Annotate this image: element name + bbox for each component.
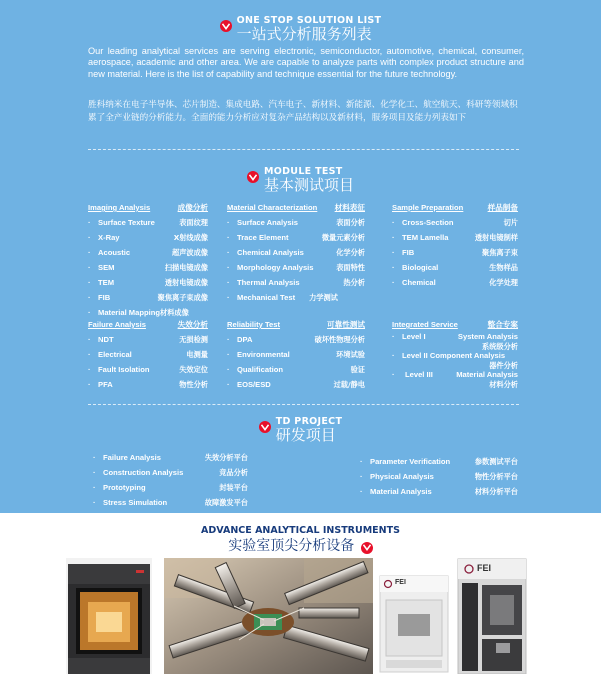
list-item: · Stress Simulation 故障激发平台 <box>93 498 248 507</box>
list-item: · Level I System Analysis <box>392 332 518 341</box>
list-item-sub: 系统级分析 <box>482 341 518 351</box>
chevron-down-icon <box>259 421 271 433</box>
group-heading <box>88 320 208 330</box>
list-item: · Mechanical Test 力学测试 <box>227 293 338 302</box>
instrument-photo-probe-station <box>164 558 373 674</box>
group-heading <box>392 203 518 213</box>
group-heading <box>392 320 518 330</box>
chevron-down-icon <box>220 20 232 32</box>
group-heading <box>88 203 208 213</box>
list-item: · EOS/ESD 过载/静电 <box>227 380 365 389</box>
td-left-list <box>93 450 248 510</box>
section-title-cn: 一站式分析服务列表 <box>236 25 372 43</box>
imaging-failure-column <box>88 203 208 392</box>
list-item: · Failure Analysis 失效分析平台 <box>93 453 248 462</box>
list-item-sub: 器件分析 <box>489 360 518 370</box>
list-item: · Prototyping 封装平台 <box>93 483 248 492</box>
list-item: · Material Mapping 材料成像 <box>88 308 189 317</box>
group-heading-en: Sample Preparation <box>392 203 464 212</box>
list-item: · Qualification 验证 <box>227 365 365 374</box>
section-title-cn: 基本测试项目 <box>263 176 354 194</box>
section-title-cn: 研发项目 <box>275 426 336 444</box>
list-item: · Level II Component Analysis <box>392 351 506 360</box>
group-heading-en: Material Characterization <box>227 203 318 212</box>
section-title-en: ONE STOP SOLUTION LIST <box>236 15 382 26</box>
list-item: · Surface Texture 表面纹理 <box>88 218 208 227</box>
instruments-title-en: ADVANCE ANALYTICAL INSTRUMENTS <box>201 525 400 536</box>
group-heading <box>227 320 365 330</box>
fei-logo-text: FEI <box>477 563 492 573</box>
list-item: · Cross-Section 切片 <box>392 218 518 227</box>
list-item: · Material Analysis 材料分析平台 <box>360 487 518 496</box>
list-item: · Environmental 环境试验 <box>227 350 365 359</box>
chevron-down-icon <box>361 542 373 554</box>
list-item: · PFA 物性分析 <box>88 380 208 389</box>
instrument-photo-cabinet <box>66 558 152 674</box>
instruments-title-row <box>0 535 601 555</box>
group-heading-cn: 失效分析 <box>177 320 208 329</box>
group-heading-en: Imaging Analysis <box>88 203 151 212</box>
list-item: · Surface Analysis 表面分析 <box>227 218 365 227</box>
list-item: · TEM Lamella 透射电镜制样 <box>392 233 518 242</box>
instruments-title-cn: 实验室顶尖分析设备 <box>228 538 355 554</box>
list-item: · Electrical 电测量 <box>88 350 208 359</box>
list-item: · Trace Element 微量元素分析 <box>227 233 365 242</box>
fei-logo-text: FEI <box>395 579 406 586</box>
section-title-en: TD PROJECT <box>275 416 343 427</box>
list-item: · FIB 聚焦离子束成像 <box>88 293 208 302</box>
list-item: · X-Ray X射线成像 <box>88 233 208 242</box>
group-heading-cn: 样品制备 <box>487 203 518 212</box>
list-item: · Parameter Verification 参数测试平台 <box>360 457 518 466</box>
list-item: · Chemical Analysis 化学分析 <box>227 248 365 257</box>
intro-paragraph-en: Our leading analytical services are serving electronic, semiconductor, automotive, chemical, consumer, aerospace, academic and other area. We are capable to analyze parts with complex product structure and new material. Here is the list of capability and technique essential for the future technology. <box>88 46 524 79</box>
instrument-photo-fei-2 <box>456 557 528 674</box>
group-heading-cn: 成像分析 <box>177 203 208 212</box>
list-item: · Chemical 化学处理 <box>392 278 518 287</box>
list-item: · Construction Analysis 竞品分析 <box>93 468 248 477</box>
list-item: · Level III Material Analysis <box>392 370 518 379</box>
list-item: · SEM 扫描电镜成像 <box>88 263 208 272</box>
group-heading-cn: 材料表征 <box>334 203 365 212</box>
group-heading-en: Failure Analysis <box>88 320 146 329</box>
chevron-down-icon <box>247 171 259 183</box>
one-stop-header <box>0 15 601 43</box>
group-heading-cn: 整合专案 <box>487 320 518 329</box>
section-title-en: MODULE TEST <box>263 166 343 177</box>
td-project-header <box>0 416 601 444</box>
divider <box>88 404 519 405</box>
list-item: · Acoustic 超声波成像 <box>88 248 208 257</box>
divider <box>88 149 519 150</box>
list-item: · Biological 生物样品 <box>392 263 518 272</box>
list-item-sub: 材料分析 <box>489 379 518 389</box>
list-item: · Fault Isolation 失效定位 <box>88 365 208 374</box>
group-heading-en: Reliability Test <box>227 320 281 329</box>
td-right-list <box>360 454 518 499</box>
list-item: · Morphology Analysis 表面特性 <box>227 263 365 272</box>
group-heading-en: Integrated Service <box>392 320 458 329</box>
list-item: · Physical Analysis 物性分析平台 <box>360 472 518 481</box>
list-item: · NDT 无损检测 <box>88 335 208 344</box>
list-item: · DPA 破坏性物理分析 <box>227 335 365 344</box>
sample-integrated-column <box>392 203 518 389</box>
list-item: · FIB 聚焦离子束 <box>392 248 518 257</box>
list-item: · TEM 透射电镜成像 <box>88 278 208 287</box>
module-test-header <box>0 166 601 194</box>
group-heading-cn: 可靠性测试 <box>327 320 365 329</box>
intro-paragraph-cn: 胜科纳米在电子半导体、芯片制造、集成电路、汽车电子、新材料、新能源、化学化工、航空航天、科研等领域积累了全产业链的分析能力。全面的能力分析应对复杂产品结构以及新材料，服务项目及能力列表如下 <box>88 100 518 123</box>
group-heading <box>227 203 365 213</box>
material-reliability-column <box>227 203 365 392</box>
instrument-photo-fei-1 <box>376 572 452 674</box>
list-item: · Thermal Analysis 热分析 <box>227 278 365 287</box>
